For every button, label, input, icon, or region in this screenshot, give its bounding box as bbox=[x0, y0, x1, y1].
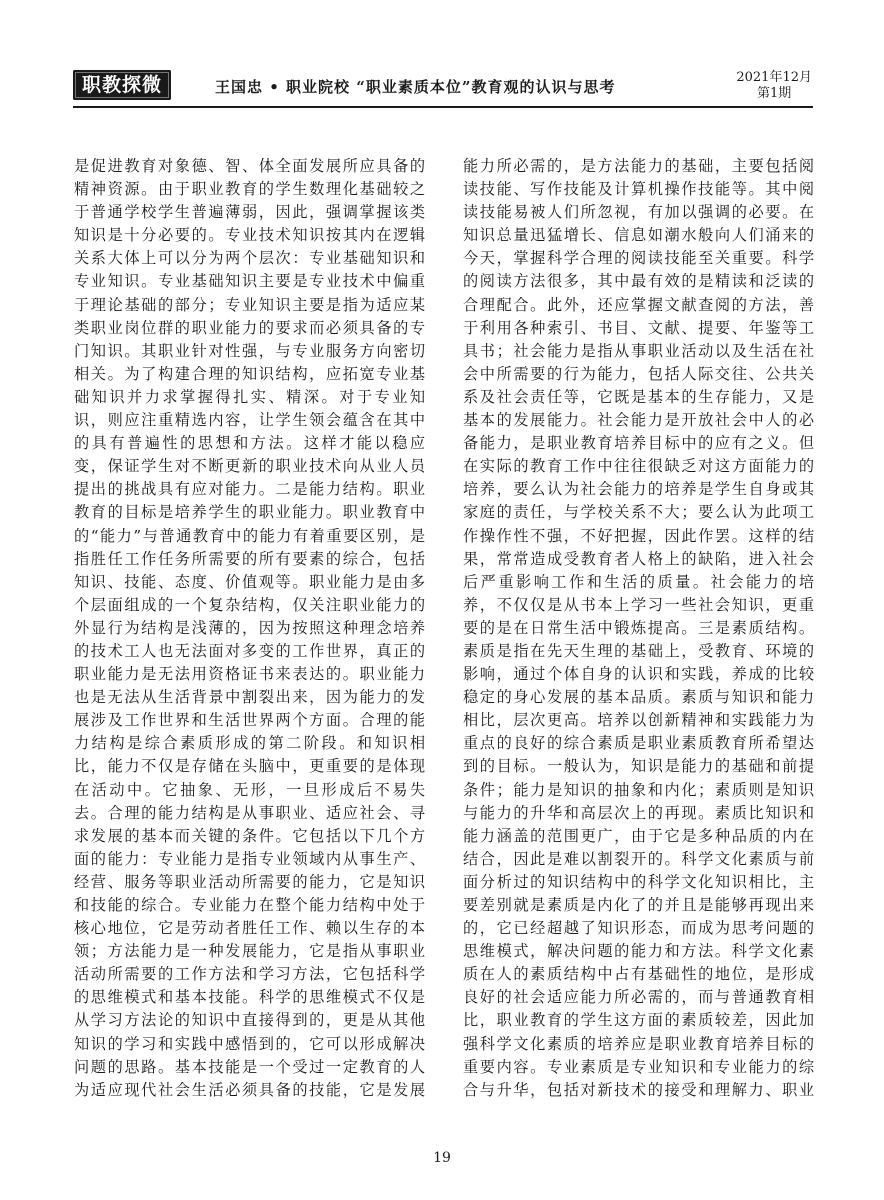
page-header bbox=[0, 0, 884, 120]
issue-date: 2021年12月 bbox=[736, 70, 812, 85]
page-number: 19 bbox=[433, 1150, 451, 1166]
issue-info bbox=[736, 70, 812, 102]
journal-column-logo: 职教探微 bbox=[73, 70, 171, 100]
body-text-left-column: 是促进教育对象德、智、体全面发展所应具备的精神资源。由于职业教育的学生数理化基础较之于普通学校学生普遍薄弱，因此，强调掌握该类知识是十分必要的。专业技术知识按其内在逻辑关系大体上可以分为两个层次：专业基础知识和专业知识。专业基础知识主要是专业技术中偏重于理论基础的部分；专业知识主要是指为适应某类职业岗位群的职业能力的要求而必须具备的专门知识。其职业针对性强，与专业服务方向密切相关。为了构建合理的知识结构，应拓宽专业基础知识并力求掌握得扎实、精深。对于专业知识，则应注重精选内容，让学生领会蕴含在其中的具有普遍性的思想和方法。这样才能以稳应变，保证学生对不断更新的职业技术向从业人员提出的挑战具有应对能力。二是能力结构。职业教育的目标是培养学生的职业能力。职业教育中的“能力”与普通教育中的能力有着重要区别，是指胜任工作任务所需要的所有要素的综合，包括知识、技能、态度、价值观等。职业能力是由多个层面组成的一个复杂结构，仅关注职业能力的外显行为结构是浅薄的，因为按照这种理念培养的技术工人也无法面对多变的工作世界，真正的职业能力是无法用资格证书来表达的。职业能力也是无法从生活背景中割裂出来，因为能力的发展涉及工作世界和生活世界两个方面。合理的能力结构是综合素质形成的第二阶段。和知识相比，能力不仅是存储在头脑中，更重要的是体现在活动中。它抽象、无形，一旦形成后不易失去。合理的能力结构是从事职业、适应社会、寻求发展的基本而关键的条件。它包括以下几个方面的能力：专业能力是指专业领域内从事生产、经营、服务等职业活动所需要的能力，它是知识和技能的综合。专业能力在整个能力结构中处于核心地位，它是劳动者胜任工作、赖以生存的本领；方法能力是一种发展能力，它是指从事职业活动所需要的工作方法和学习方法，它包括科学的思维模式和基本技能。科学的思维模式不仅是从学习方法论的知识中直接得到的，更是从其他知识的学习和实践中感悟到的，它可以形成解决问题的思路。基本技能是一个受过一定教育的人为适应现代社会生活必须具备的技能，它是发展 bbox=[74, 157, 426, 1099]
issue-number: 第1期 bbox=[757, 86, 792, 101]
body-text-right-column: 能力所必需的，是方法能力的基础，主要包括阅读技能、写作技能及计算机操作技能等。其中阅读技能易被人们所忽视，有加以强调的必要。在知识总量迅猛增长、信息如潮水般向人们涌来的今天，掌握科学合理的阅读技能至关重要。科学的阅读方法很多，其中最有效的是精读和泛读的合理配合。此外，还应掌握文献查阅的方法，善于利用各种索引、书目、文献、提要、年鉴等工具书；社会能力是指从事职业活动以及生活在社会中所需要的行为能力，包括人际交往、公共关系及社会责任等，它既是基本的生存能力，又是基本的发展能力。社会能力是开放社会中人的必备能力，是职业教育培养目标中的应有之义。但在实际的教育工作中往往很缺乏对这方面能力的培养，要么认为社会能力的培养是学生自身或其家庭的责任，与学校关系不大；要么认为此项工作操作性不强，不好把握，因此作罢。这样的结果，常常造成受教育者人格上的缺陷，进入社会后严重影响工作和生活的质量。社会能力的培养，不仅仅是从书本上学习一些社会知识，更重要的是在日常生活中锻炼提高。三是素质结构。素质是指在先天生理的基础上，受教育、环境的影响，通过个体自身的认识和实践，养成的比较稳定的身心发展的基本品质。素质与知识和能力相比，层次更高。培养以创新精神和实践能力为重点的良好的综合素质是职业素质教育所希望达到的目标。一般认为，知识是能力的基础和前提条件；能力是知识的抽象和内化；素质则是知识与能力的升华和高层次上的再现。素质比知识和能力涵盖的范围更广，由于它是多种品质的内在结合，因此是难以割裂开的。科学文化素质与前面分析过的知识结构中的科学文化知识相比，主要差别就是素质是内化了的并且是能够再现出来的，它已经超越了知识形态，而成为思考问题的思维模式，解决问题的能力和方法。科学文化素质在人的素质结构中占有基础性的地位，是形成良好的社会适应能力所必需的，而与普通教育相比，职业教育的学生这方面的素质较差，因此加强科学文化素质的培养应是职业教育培养目标的重要内容。专业素质是专业知识和专业能力的综合与升华，包括对新技术的接受和理解力、职业 bbox=[463, 157, 815, 1099]
header-rule bbox=[73, 106, 813, 108]
running-title: 王国忠 • 职业院校 “职业素质本位”教育观的认识与思考 bbox=[215, 78, 616, 96]
